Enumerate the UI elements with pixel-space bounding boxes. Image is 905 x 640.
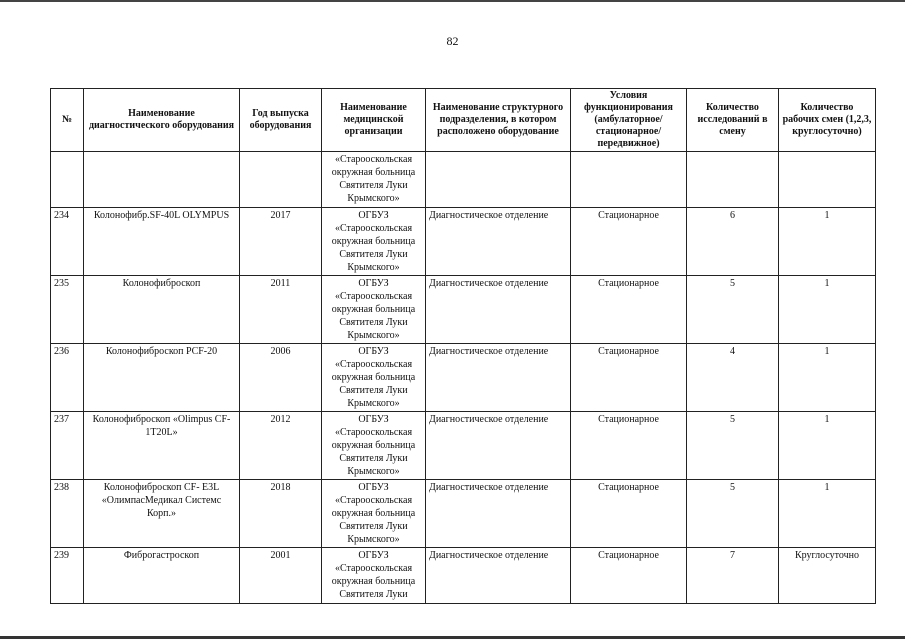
table-row — [51, 480, 876, 548]
row-equipment: Колонофиброскоп «Olimpus CF-1T20L» — [84, 412, 240, 480]
row-organization: ОГБУЗ «Старооскольская окружная больница Святителя Луки Крымского» — [322, 480, 426, 548]
header-num: № — [51, 89, 84, 152]
row-shifts: Круглосуточно — [779, 548, 876, 604]
row-organization: ОГБУЗ «Старооскольская окружная больница Святителя Луки Крымского» — [322, 208, 426, 276]
row-organization: ОГБУЗ «Старооскольская окружная больница Святителя Луки Крымского» — [322, 344, 426, 412]
row-year: 2006 — [240, 344, 322, 412]
row-per-shift: 5 — [687, 480, 779, 548]
row-equipment: Колонофиброскоп CF- E3L «ОлимпасМедикал Системс Корп.» — [84, 480, 240, 548]
row-shifts: 1 — [779, 412, 876, 480]
row-per-shift: 5 — [687, 276, 779, 344]
row-year: 2018 — [240, 480, 322, 548]
row-num: 236 — [51, 344, 84, 412]
row-shifts: 1 — [779, 344, 876, 412]
row-conditions: Стационарное — [571, 548, 687, 604]
header-shifts: Количество рабочих смен (1,2,3, круглосуточно) — [779, 89, 876, 152]
row-num: 237 — [51, 412, 84, 480]
row-organization: ОГБУЗ «Старооскольская окружная больница Святителя Луки Крымского» — [322, 412, 426, 480]
row-per-shift: 6 — [687, 208, 779, 276]
header-year: Год выпуска оборудования — [240, 89, 322, 152]
table-row — [51, 344, 876, 412]
row-conditions: Стационарное — [571, 480, 687, 548]
table-row — [51, 208, 876, 276]
row-per-shift: 4 — [687, 344, 779, 412]
row-num: 238 — [51, 480, 84, 548]
row-equipment: Колонофиброскоп PCF-20 — [84, 344, 240, 412]
header-conditions: Условия функционирования (амбулаторное/ стационарное/ передвижное) — [571, 89, 687, 152]
row-department: Диагностическое отделение — [426, 276, 571, 344]
row-department: Диагностическое отделение — [426, 344, 571, 412]
row-year: 2012 — [240, 412, 322, 480]
table-row — [51, 548, 876, 604]
table-row — [51, 276, 876, 344]
row-conditions: Стационарное — [571, 276, 687, 344]
row-conditions: Стационарное — [571, 208, 687, 276]
header-equipment: Наименование диагностического оборудования — [84, 89, 240, 152]
header-department: Наименование структурного подразделения, в котором расположено оборудование — [426, 89, 571, 152]
header-row — [51, 89, 876, 152]
row-num: 239 — [51, 548, 84, 604]
row-department: Диагностическое отделение — [426, 412, 571, 480]
row-per-shift: 7 — [687, 548, 779, 604]
header-organization: Наименование медицинской организации — [322, 89, 426, 152]
row-per-shift: 5 — [687, 412, 779, 480]
continuation-row — [51, 152, 876, 208]
header-per-shift: Количество исследований в смену — [687, 89, 779, 152]
row-organization: ОГБУЗ «Старооскольская окружная больница Святителя Луки — [322, 548, 426, 604]
row-shifts: 1 — [779, 480, 876, 548]
row-num: 235 — [51, 276, 84, 344]
row-num: 234 — [51, 208, 84, 276]
row-equipment: Колонофиброскоп — [84, 276, 240, 344]
equipment-table — [50, 88, 876, 604]
scan-bottom-edge — [0, 636, 905, 639]
row-equipment: Колонофибр.SF-40L OLYMPUS — [84, 208, 240, 276]
row-year: 2001 — [240, 548, 322, 604]
row-conditions: Стационарное — [571, 412, 687, 480]
row-equipment: Фиброгастроскоп — [84, 548, 240, 604]
continuation-organization: «Старооскольская окружная больница Святителя Луки Крымского» — [322, 152, 426, 208]
row-conditions: Стационарное — [571, 344, 687, 412]
row-organization: ОГБУЗ «Старооскольская окружная больница Святителя Луки Крымского» — [322, 276, 426, 344]
row-department: Диагностическое отделение — [426, 548, 571, 604]
row-shifts: 1 — [779, 276, 876, 344]
row-year: 2011 — [240, 276, 322, 344]
page-number: 82 — [446, 34, 459, 48]
table-row — [51, 412, 876, 480]
row-department: Диагностическое отделение — [426, 208, 571, 276]
row-year: 2017 — [240, 208, 322, 276]
row-shifts: 1 — [779, 208, 876, 276]
scan-top-edge — [0, 0, 905, 2]
row-department: Диагностическое отделение — [426, 480, 571, 548]
